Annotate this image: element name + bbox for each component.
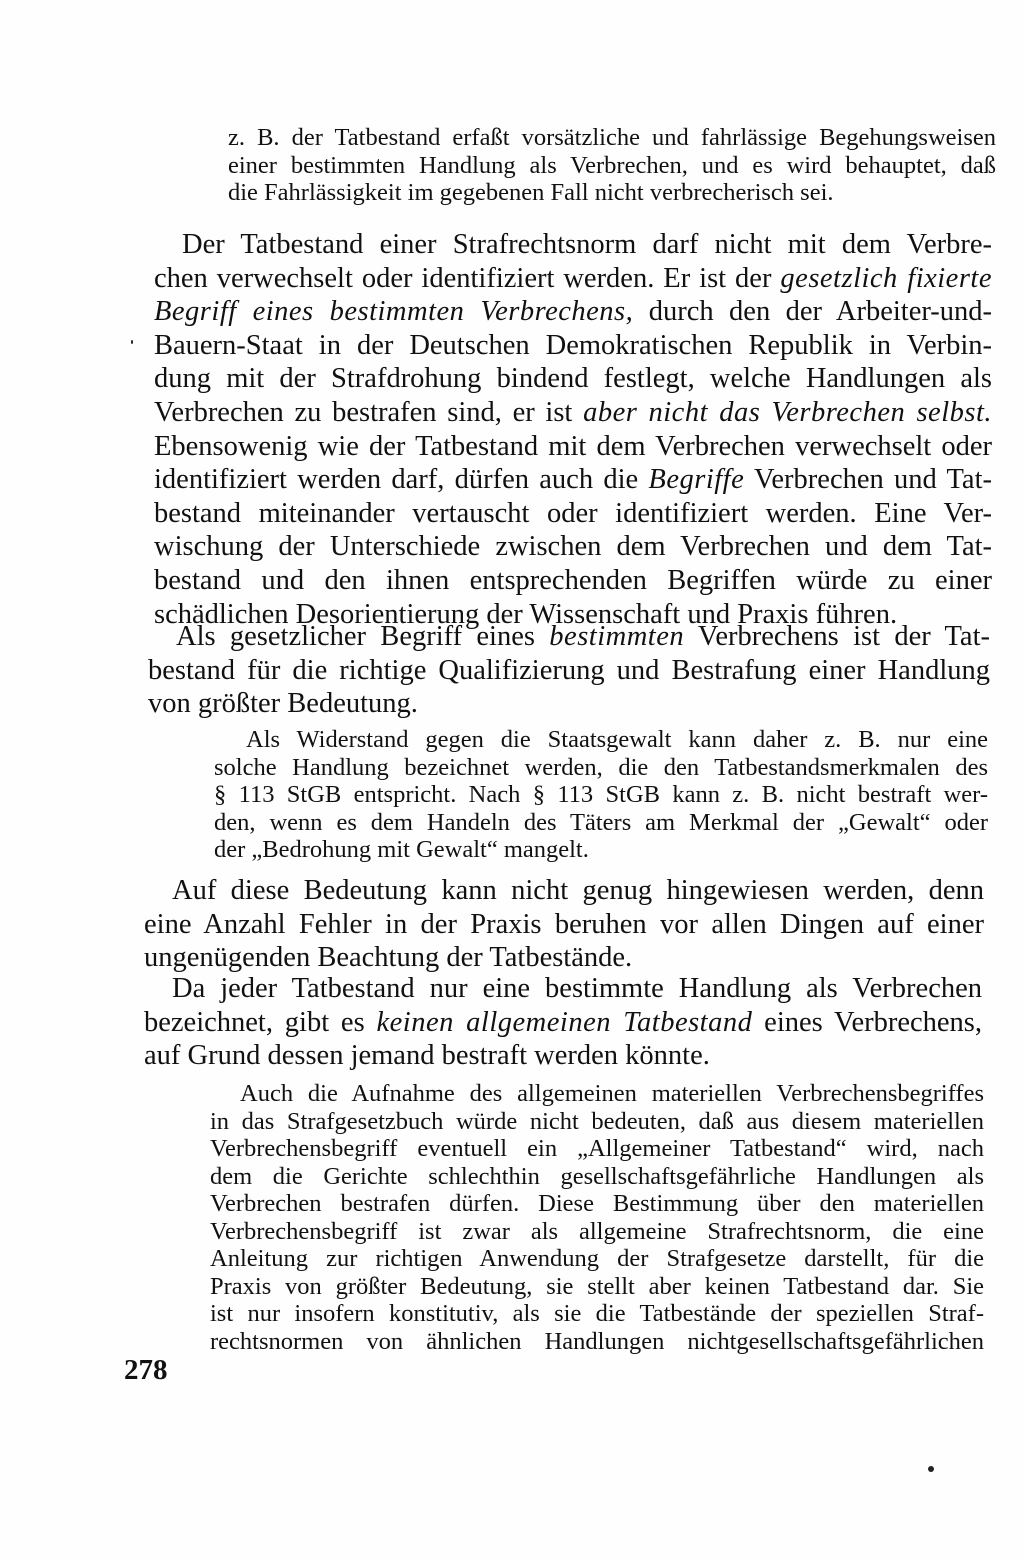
text-span: identifiziert werden darf, dürfen auch die xyxy=(154,464,649,496)
text-line xyxy=(154,262,992,296)
text-line: Verbrechensbegriff eventuell ein „Allgemeiner Tatbestand“ wird, nach xyxy=(210,1135,984,1162)
ink-speck xyxy=(928,1466,934,1472)
text-line: bestand miteinander vertauscht oder identifiziert werden. Eine Ver- xyxy=(154,497,992,529)
paragraph-fine-print-widerstand xyxy=(214,726,988,864)
text-line xyxy=(144,1006,982,1040)
text-line xyxy=(148,620,990,654)
text-line: Auf diese Bedeutung kann nicht genug hingewiesen werden, denn xyxy=(172,875,984,906)
text-line: Verbrechensbegriff ist zwar als allgemeine Strafrechtsnorm, die eine xyxy=(210,1217,984,1245)
text-line: die Fahrlässigkeit im gegebenen Fall nicht verbrecherisch sei. xyxy=(228,179,834,206)
text-line xyxy=(154,295,992,329)
text-span: eines Verbrechens, xyxy=(752,1006,983,1038)
text-line: ist nur insofern konstitutiv, als sie die Tatbestände der speziellen Straf- xyxy=(210,1300,984,1327)
paragraph-fine-print-aufnahme xyxy=(210,1080,984,1355)
paragraph-bedeutung xyxy=(144,874,984,975)
text-line: Anleitung zur richtigen Anwendung der Strafgesetze darstellt, für die xyxy=(210,1245,984,1272)
text-span: chen verwechselt oder identifiziert werden. Er ist der xyxy=(154,262,781,294)
text-line: bestand und den ihnen entsprechenden Begriffen würde zu einer xyxy=(154,564,992,596)
italic-text: Begriff eines bestimmten Verbrechens, xyxy=(154,296,634,328)
text-line: Ebensowenig wie der Tatbestand mit dem Verbrechen verwechselt oder xyxy=(154,430,992,462)
text-line: von größter Bedeutung. xyxy=(148,688,418,720)
paragraph-gesetzlicher-begriff xyxy=(148,620,990,721)
italic-text: keinen allgemeinen Tatbestand xyxy=(376,1006,753,1038)
text-span: Als gesetzlicher Begriff eines xyxy=(176,621,550,652)
text-span: bezeichnet, gibt es xyxy=(144,1006,377,1038)
text-span: Verbrechen zu bestrafen sind, er ist xyxy=(154,396,584,428)
text-line xyxy=(154,463,992,497)
italic-text: bestimmten xyxy=(549,621,685,652)
text-line: bestand für die richtige Qualifizierung und Bestrafung einer Handlung xyxy=(148,654,990,686)
text-line: einer bestimmten Handlung als Verbrechen, und es wird behauptet, daß xyxy=(228,151,996,179)
text-line: Da jeder Tatbestand nur eine bestimmte Handlung als Verbrechen xyxy=(172,973,982,1004)
page-number: 278 xyxy=(124,1354,168,1386)
text-line: Der Tatbestand einer Strafrechtsnorm darf nicht mit dem Verbre- xyxy=(182,229,992,260)
text-line: auf Grund dessen jemand bestraft werden könnte. xyxy=(144,1040,710,1072)
text-span: Verbrechen und Tat- xyxy=(744,464,992,496)
italic-text: gesetzlich fixierte xyxy=(780,262,992,294)
paragraph-tatbestand xyxy=(154,228,992,631)
text-line: Als Widerstand gegen die Staatsgewalt kann daher z. B. nur eine xyxy=(246,726,988,753)
text-line: dem die Gerichte schlechthin gesellschaftsgefährliche Handlungen als xyxy=(210,1162,984,1190)
text-line: Verbrechen bestrafen dürfen. Diese Bestimmung über den materiellen xyxy=(210,1190,984,1217)
text-line: in das Strafgesetzbuch würde nicht bedeuten, daß aus diesem materiellen xyxy=(210,1107,984,1135)
text-line: solche Handlung bezeichnet werden, die den Tatbestandsmerkmalen des xyxy=(214,753,988,781)
text-line: § 113 StGB entspricht. Nach § 113 StGB kann z. B. nicht bestraft wer- xyxy=(214,781,988,808)
text-line: Auch die Aufnahme des allgemeinen materiellen Verbrechensbegriffes xyxy=(240,1080,984,1107)
text-line: dung mit der Strafdrohung bindend festlegt, welche Handlungen als xyxy=(154,363,992,395)
paragraph-jeder-tatbestand xyxy=(144,972,982,1073)
text-line: den, wenn es dem Handeln des Täters am Merkmal der „Gewalt“ oder xyxy=(214,808,988,836)
text-line: Bauern-Staat in der Deutschen Demokratischen Republik in Verbin- xyxy=(154,329,992,361)
text-line: ungenügenden Beachtung der Tatbestände. xyxy=(144,942,633,974)
italic-text: Begriffe xyxy=(648,464,745,496)
text-line: rechtsnormen von ähnlichen Handlungen nichtgesellschaftsgefährlichen xyxy=(210,1327,984,1355)
text-line xyxy=(154,396,992,430)
text-span: durch den der Arbeiter-und- xyxy=(633,296,992,328)
text-line: wischung der Unterschiede zwischen dem Verbrechen und dem Tat- xyxy=(154,531,992,563)
paragraph-fine-print-1 xyxy=(228,124,996,207)
text-line: der „Bedrohung mit Gewalt“ mangelt. xyxy=(214,836,589,863)
text-line: schädlichen Desorientierung der Wissenschaft und Praxis führen. xyxy=(154,598,898,630)
italic-text: aber nicht das Verbrechen selbst. xyxy=(583,396,992,428)
text-line: eine Anzahl Fehler in der Praxis beruhen vor allen Dingen auf einer xyxy=(144,908,984,940)
ink-speck xyxy=(131,340,133,344)
text-line: Praxis von größter Bedeutung, sie stellt aber keinen Tatbestand dar. Sie xyxy=(210,1272,984,1300)
text-line: z. B. der Tatbestand erfaßt vorsätzliche und fahrlässige Begehungsweisen xyxy=(228,124,996,151)
text-span: Verbrechens ist der Tat- xyxy=(684,621,990,652)
